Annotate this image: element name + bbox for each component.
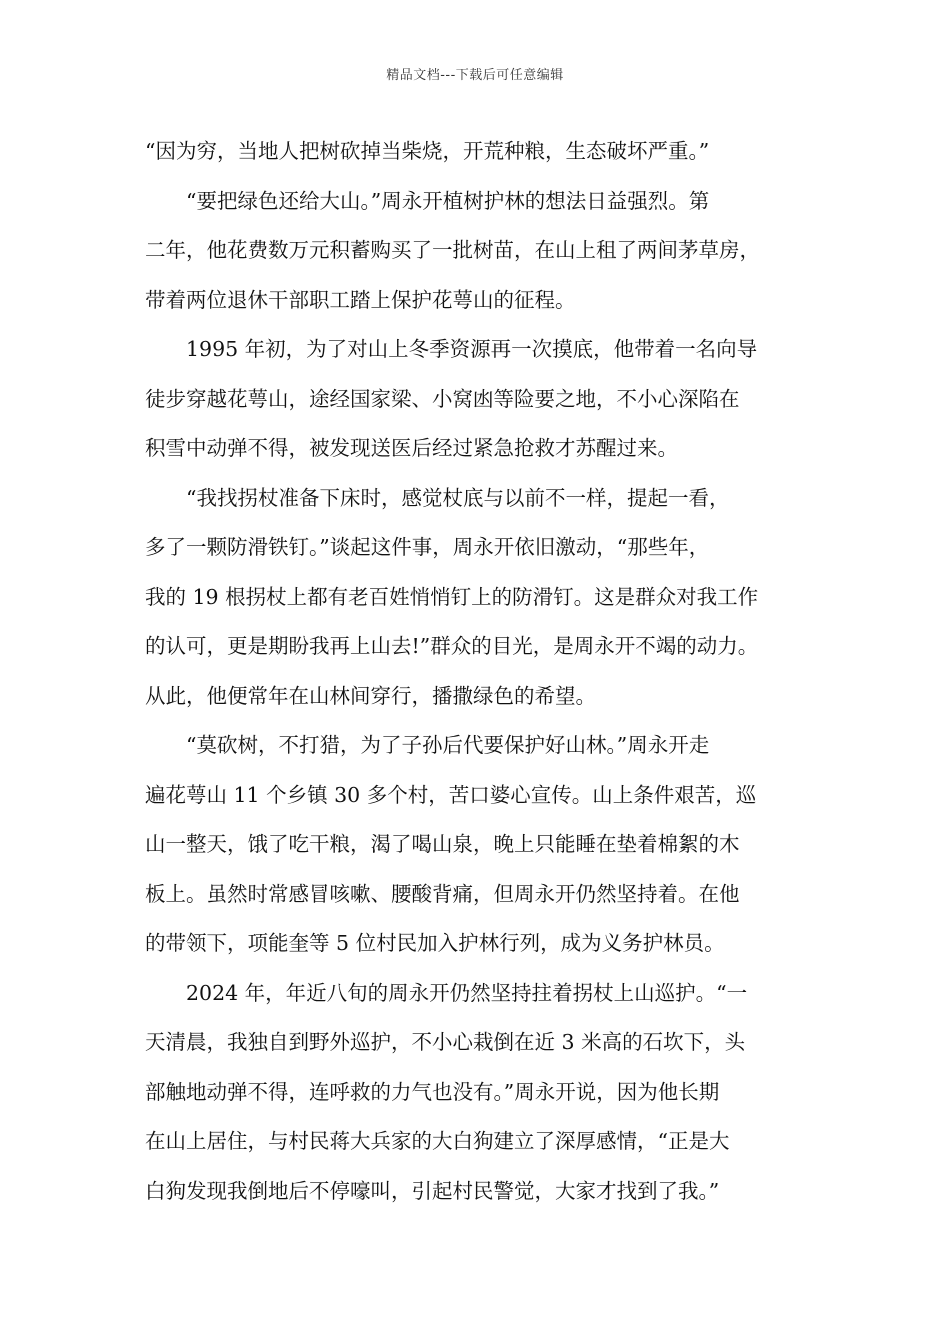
page-header: 精品文档---下载后可任意编辑: [386, 68, 564, 83]
text-line: 我的 19 根拐杖上都有老百姓悄悄钉上的防滑钉。这是群众对我工作: [145, 584, 759, 609]
text-line: 从此，他便常年在山林间穿行，播撒绿色的希望。: [145, 683, 596, 708]
text-line: 天清晨，我独自到野外巡护，不小心栽倒在近 3 米高的石坎下，头: [145, 1030, 746, 1054]
text-line: 积雪中动弹不得，被发现送医后经过紧急抢救才苏醒过来。: [145, 436, 678, 460]
text-line: “因为穷，当地人把树砍掉当柴烧，开荒种粮，生态破坏严重。”: [145, 139, 710, 163]
text-line: 徒步穿越花萼山，途经国家梁、小窝凼等险要之地，不小心深陷在: [145, 386, 740, 411]
text-line: 部触地动弹不得，连呼救的力气也没有。”周永开说，因为他长期: [145, 1079, 720, 1104]
text-line: 的带领下，项能奎等 5 位村民加入护林行列，成为义务护林员。: [145, 931, 725, 955]
paragraph-start-line: 2024 年，年近八旬的周永开仍然坚持拄着拐杖上山巡护。“一: [186, 980, 748, 1005]
text-line: 二年，他花费数万元积蓄购买了一批树苗，在山上租了两间茅草房，: [145, 238, 760, 262]
text-line: 山一整天，饿了吃干粮，渴了喝山泉，晚上只能睡在垫着棉絮的木: [145, 832, 740, 856]
paragraph-start-line: “我找拐杖准备下床时，感觉杖底与以前不一样，提起一看，: [186, 485, 730, 510]
paragraph-start-line: 1995 年初，为了对山上冬季资源再一次摸底，他带着一名向导: [186, 337, 758, 361]
text-line: 遍花萼山 11 个乡镇 30 多个村，苦口婆心宣传。山上条件艰苦，巡: [145, 782, 757, 807]
text-line: 白狗发现我倒地后不停嚎叫，引起村民警觉，大家才找到了我。”: [145, 1178, 720, 1203]
paragraph-start-line: “莫砍树，不打猎，为了子孙后代要保护好山林。”周永开走: [186, 733, 710, 757]
paragraph-start-line: “要把绿色还给大山。”周永开植树护林的想法日益强烈。第: [186, 188, 710, 213]
text-line: 的认可，更是期盼我再上山去!”群众的目光，是周永开不竭的动力。: [145, 634, 759, 658]
article-body: [145, 127, 810, 1216]
text-line: 多了一颗防滑铁钉。”谈起这件事，周永开依旧激动，“那些年，: [145, 535, 710, 559]
text-line: 板上。虽然时常感冒咳嗽、腰酸背痛，但周永开仍然坚持着。在他: [145, 881, 740, 906]
text-line: 带着两位退休干部职工踏上保护花萼山的征程。: [145, 287, 576, 312]
text-line: 在山上居住，与村民蒋大兵家的大白狗建立了深厚感情，“正是大: [145, 1129, 730, 1153]
